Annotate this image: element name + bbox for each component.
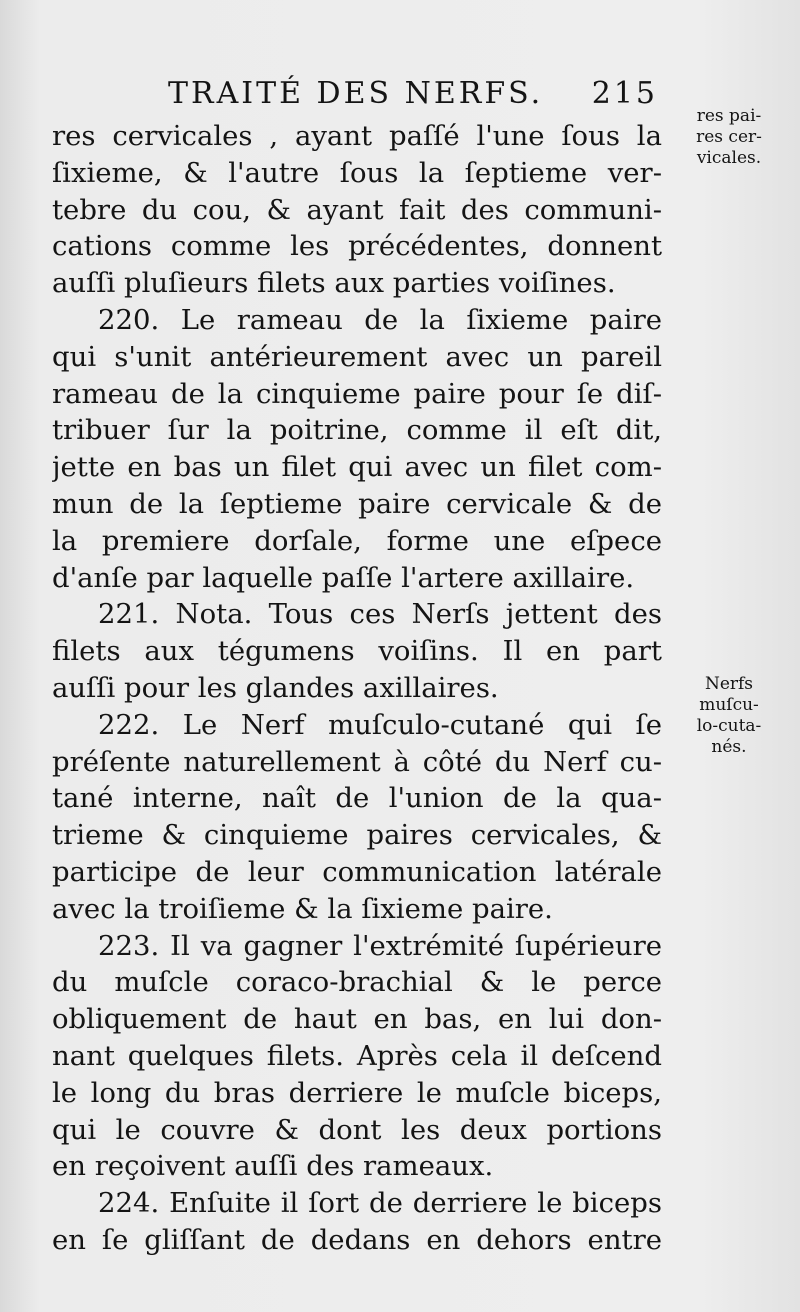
text-line: la premiere dorſale, forme une eſpece <box>52 524 662 557</box>
text-line: en reçoivent auſſi des rameaux. <box>52 1150 494 1183</box>
text-line: filets aux tégumens voiſins. Il en part <box>52 635 662 668</box>
text-line: auſſi pluſieurs filets aux parties voiſines. <box>52 267 616 300</box>
paragraph-222-start: 222. Le Nerf muſculo-cutané qui ſe <box>98 708 662 741</box>
page-number: 215 <box>591 76 658 111</box>
text-line: avec la troiſieme & la ſixieme paire. <box>52 892 553 925</box>
text-line: préſente naturellement à côté du Nerf cu- <box>52 745 662 778</box>
text-line: obliquement de haut en bas, en lui don- <box>52 1003 662 1036</box>
margin-note-line: vicales. <box>696 148 762 168</box>
text-line: jette en bas un filet qui avec un filet com- <box>52 451 662 484</box>
text-line: nant quelques filets. Après cela il deſcend <box>52 1039 662 1072</box>
running-header <box>168 76 658 116</box>
text-line: d'anſe par laquelle paſſe l'artere axillaire. <box>52 561 635 594</box>
margin-note-line: res cer- <box>696 127 762 147</box>
text-line: qui le couvre & dont les deux portions <box>52 1113 662 1146</box>
margin-note <box>664 674 794 758</box>
margin-note-line: Nerfs <box>704 674 754 694</box>
text-line: auſſi pour les glandes axillaires. <box>52 671 499 704</box>
text-line: ſixieme, & l'autre ſous la ſeptieme ver- <box>52 156 662 189</box>
text-line: participe de leur communication latérale <box>52 855 662 888</box>
margin-note-line: lo-cuta- <box>696 716 762 736</box>
paragraph-221-start: 221. Nota. Tous ces Nerſs jettent des <box>98 598 662 631</box>
text-line: res cervicales , ayant paſſé l'une ſous la <box>52 120 662 152</box>
paragraph-220-start: 220. Le rameau de la ſixieme paire <box>98 303 662 336</box>
text-line: rameau de la cinquieme paire pour ſe diſ- <box>52 377 662 410</box>
text-line: tané interne, naît de l'union de la qua- <box>52 782 662 815</box>
margin-note-line: nés. <box>711 737 747 757</box>
paragraph-223-start: 223. Il va gagner l'extrémité ſupérieure <box>98 929 662 962</box>
margin-note-line: muſcu- <box>699 695 759 715</box>
text-line: tebre du cou, & ayant fait des communi- <box>52 193 662 226</box>
text-line: cations comme les précédentes, donnent <box>52 230 662 263</box>
paragraph-224-start: 224. Enſuite il ſort de derriere le biceps <box>98 1187 662 1220</box>
text-line: le long du bras derriere le muſcle biceps, <box>52 1076 662 1109</box>
text-line: qui s'unit antérieurement avec un pareil <box>52 340 662 373</box>
text-line: tribuer ſur la poitrine, comme il eſt dit, <box>52 414 662 447</box>
text-line: mun de la ſeptieme paire cervicale & de <box>52 487 662 520</box>
margin-note <box>664 106 794 169</box>
text-line: du muſcle coraco-brachial & le perce <box>52 966 662 999</box>
header-title: TRAITÉ DES NERFS. <box>168 76 544 111</box>
text-line: en ſe gliſſant de dedans en dehors entre <box>52 1223 662 1256</box>
text-line: trieme & cinquieme paires cervicales, & <box>52 819 662 852</box>
margin-note-line: res pai- <box>696 106 762 126</box>
body-text <box>52 118 662 1259</box>
